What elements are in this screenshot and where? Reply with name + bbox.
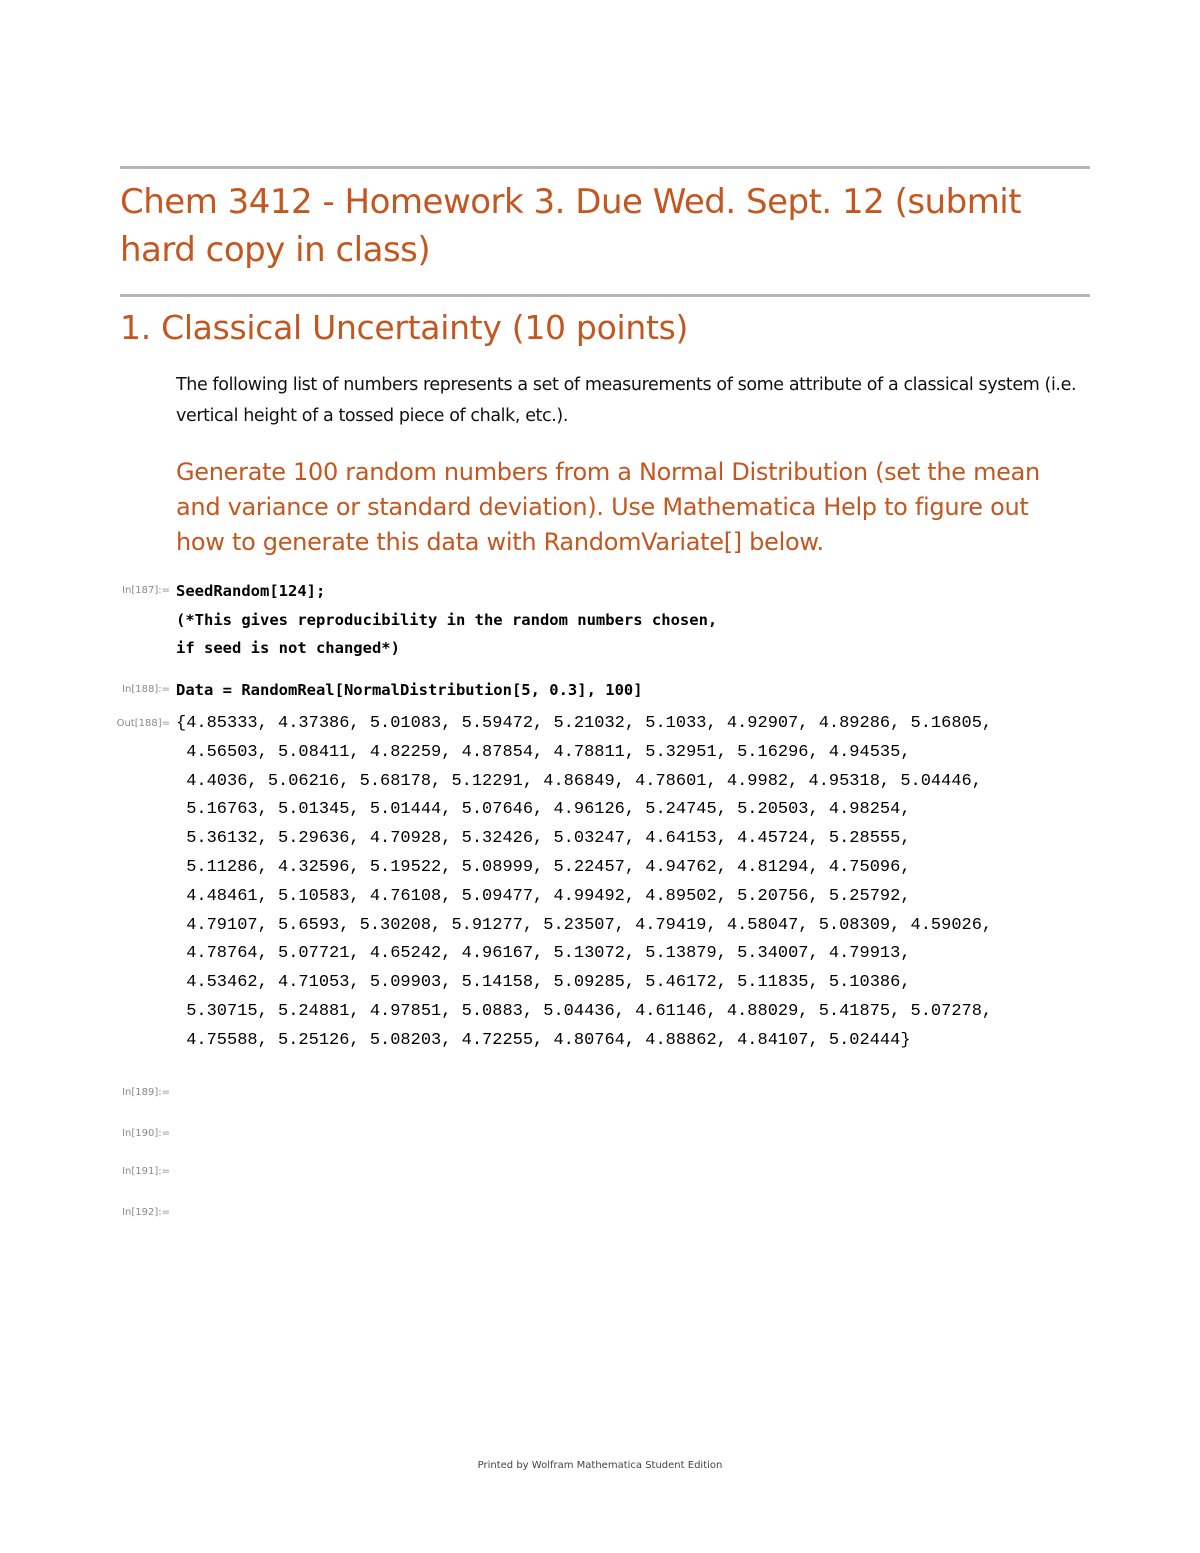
input-cell-191[interactable] [0, 1158, 1200, 1186]
input-cell-189[interactable] [0, 1079, 1200, 1107]
cell-label: In[187]:= [122, 585, 170, 596]
section-top-rule [120, 294, 1090, 297]
notebook-title[interactable]: Chem 3412 - Homework 3. Due Wed. Sept. 12 (submit hard copy in class) [120, 182, 1022, 270]
cell-label: Out[188]= [116, 718, 170, 729]
section-heading[interactable]: 1. Classical Uncertainty (10 points) [120, 308, 689, 347]
cell-label: In[189]:= [122, 1087, 170, 1098]
print-footer: Printed by Wolfram Mathematica Student Edition [477, 1460, 723, 1471]
input-cell-190[interactable] [0, 1120, 1200, 1148]
cell-label: In[192]:= [122, 1207, 170, 1218]
instruction-text[interactable]: Generate 100 random numbers from a Normal Distribution (set the mean and variance or standard deviation). Use Mathematica Help to figure out how to generate this data with RandomVariate[] below. [176, 458, 1040, 556]
code-input[interactable]: Data = RandomReal[NormalDistribution[5, 0.3], 100] [176, 681, 643, 699]
cell-label: In[190]:= [122, 1128, 170, 1139]
title-top-rule [120, 166, 1090, 169]
cell-label: In[191]:= [122, 1166, 170, 1177]
output-data-list[interactable]: {4.85333, 4.37386, 5.01083, 5.59472, 5.21032, 5.1033, 4.92907, 4.89286, 5.16805, 4.56503, 5.08411, 4.82259, 4.87854, 4.78811, 5.32951, 5.16296, 4.94535, 4.4036, 5.06216, 5.68178, 5.12291, 4.86849, 4.78601, 4.9982, 4.95318, 5.04446, 5.16763, 5.01345, 5.01444, 5.07646, 4.96126, 5.24745, 5.20503, 4.98254, 5.36132, 5.29636, 4.70928, 5.32426, 5.03247, 4.64153, 4.45724, 5.28555, 5.11286, 4.32596, 5.19522, 5.08999, 5.22457, 4.94762, 4.81294, 4.75096, 4.48461, 5.10583, 4.76108, 5.09477, 4.99492, 4.89502, 5.20756, 5.25792, 4.79107, 5.6593, 5.30208, 5.91277, 5.23507, 4.79419, 4.58047, 5.08309, 4.59026, 4.78764, 5.07721, 4.65242, 4.96167, 5.13072, 5.13879, 5.34007, 4.79913, 4.53462, 4.71053, 5.09903, 5.14158, 5.09285, 5.46172, 5.11835, 5.10386, 5.30715, 5.24881, 4.97851, 5.0883, 5.04436, 4.61146, 4.88029, 5.41875, 5.07278, 4.75588, 5.25126, 5.08203, 4.72255, 4.80764, 4.88862, 4.84107, 5.02444} [176, 714, 993, 1050]
description-text[interactable]: The following list of numbers represents a set of measurements of some attribute of a classical system (i.e. vertical height of a tossed piece of chalk, etc.). [176, 375, 1077, 426]
input-cell-192[interactable] [0, 1199, 1200, 1227]
code-input[interactable]: SeedRandom[124]; (*This gives reproducibility in the random numbers chosen, if seed is not changed*) [176, 582, 718, 658]
cell-label: In[188]:= [122, 684, 170, 695]
